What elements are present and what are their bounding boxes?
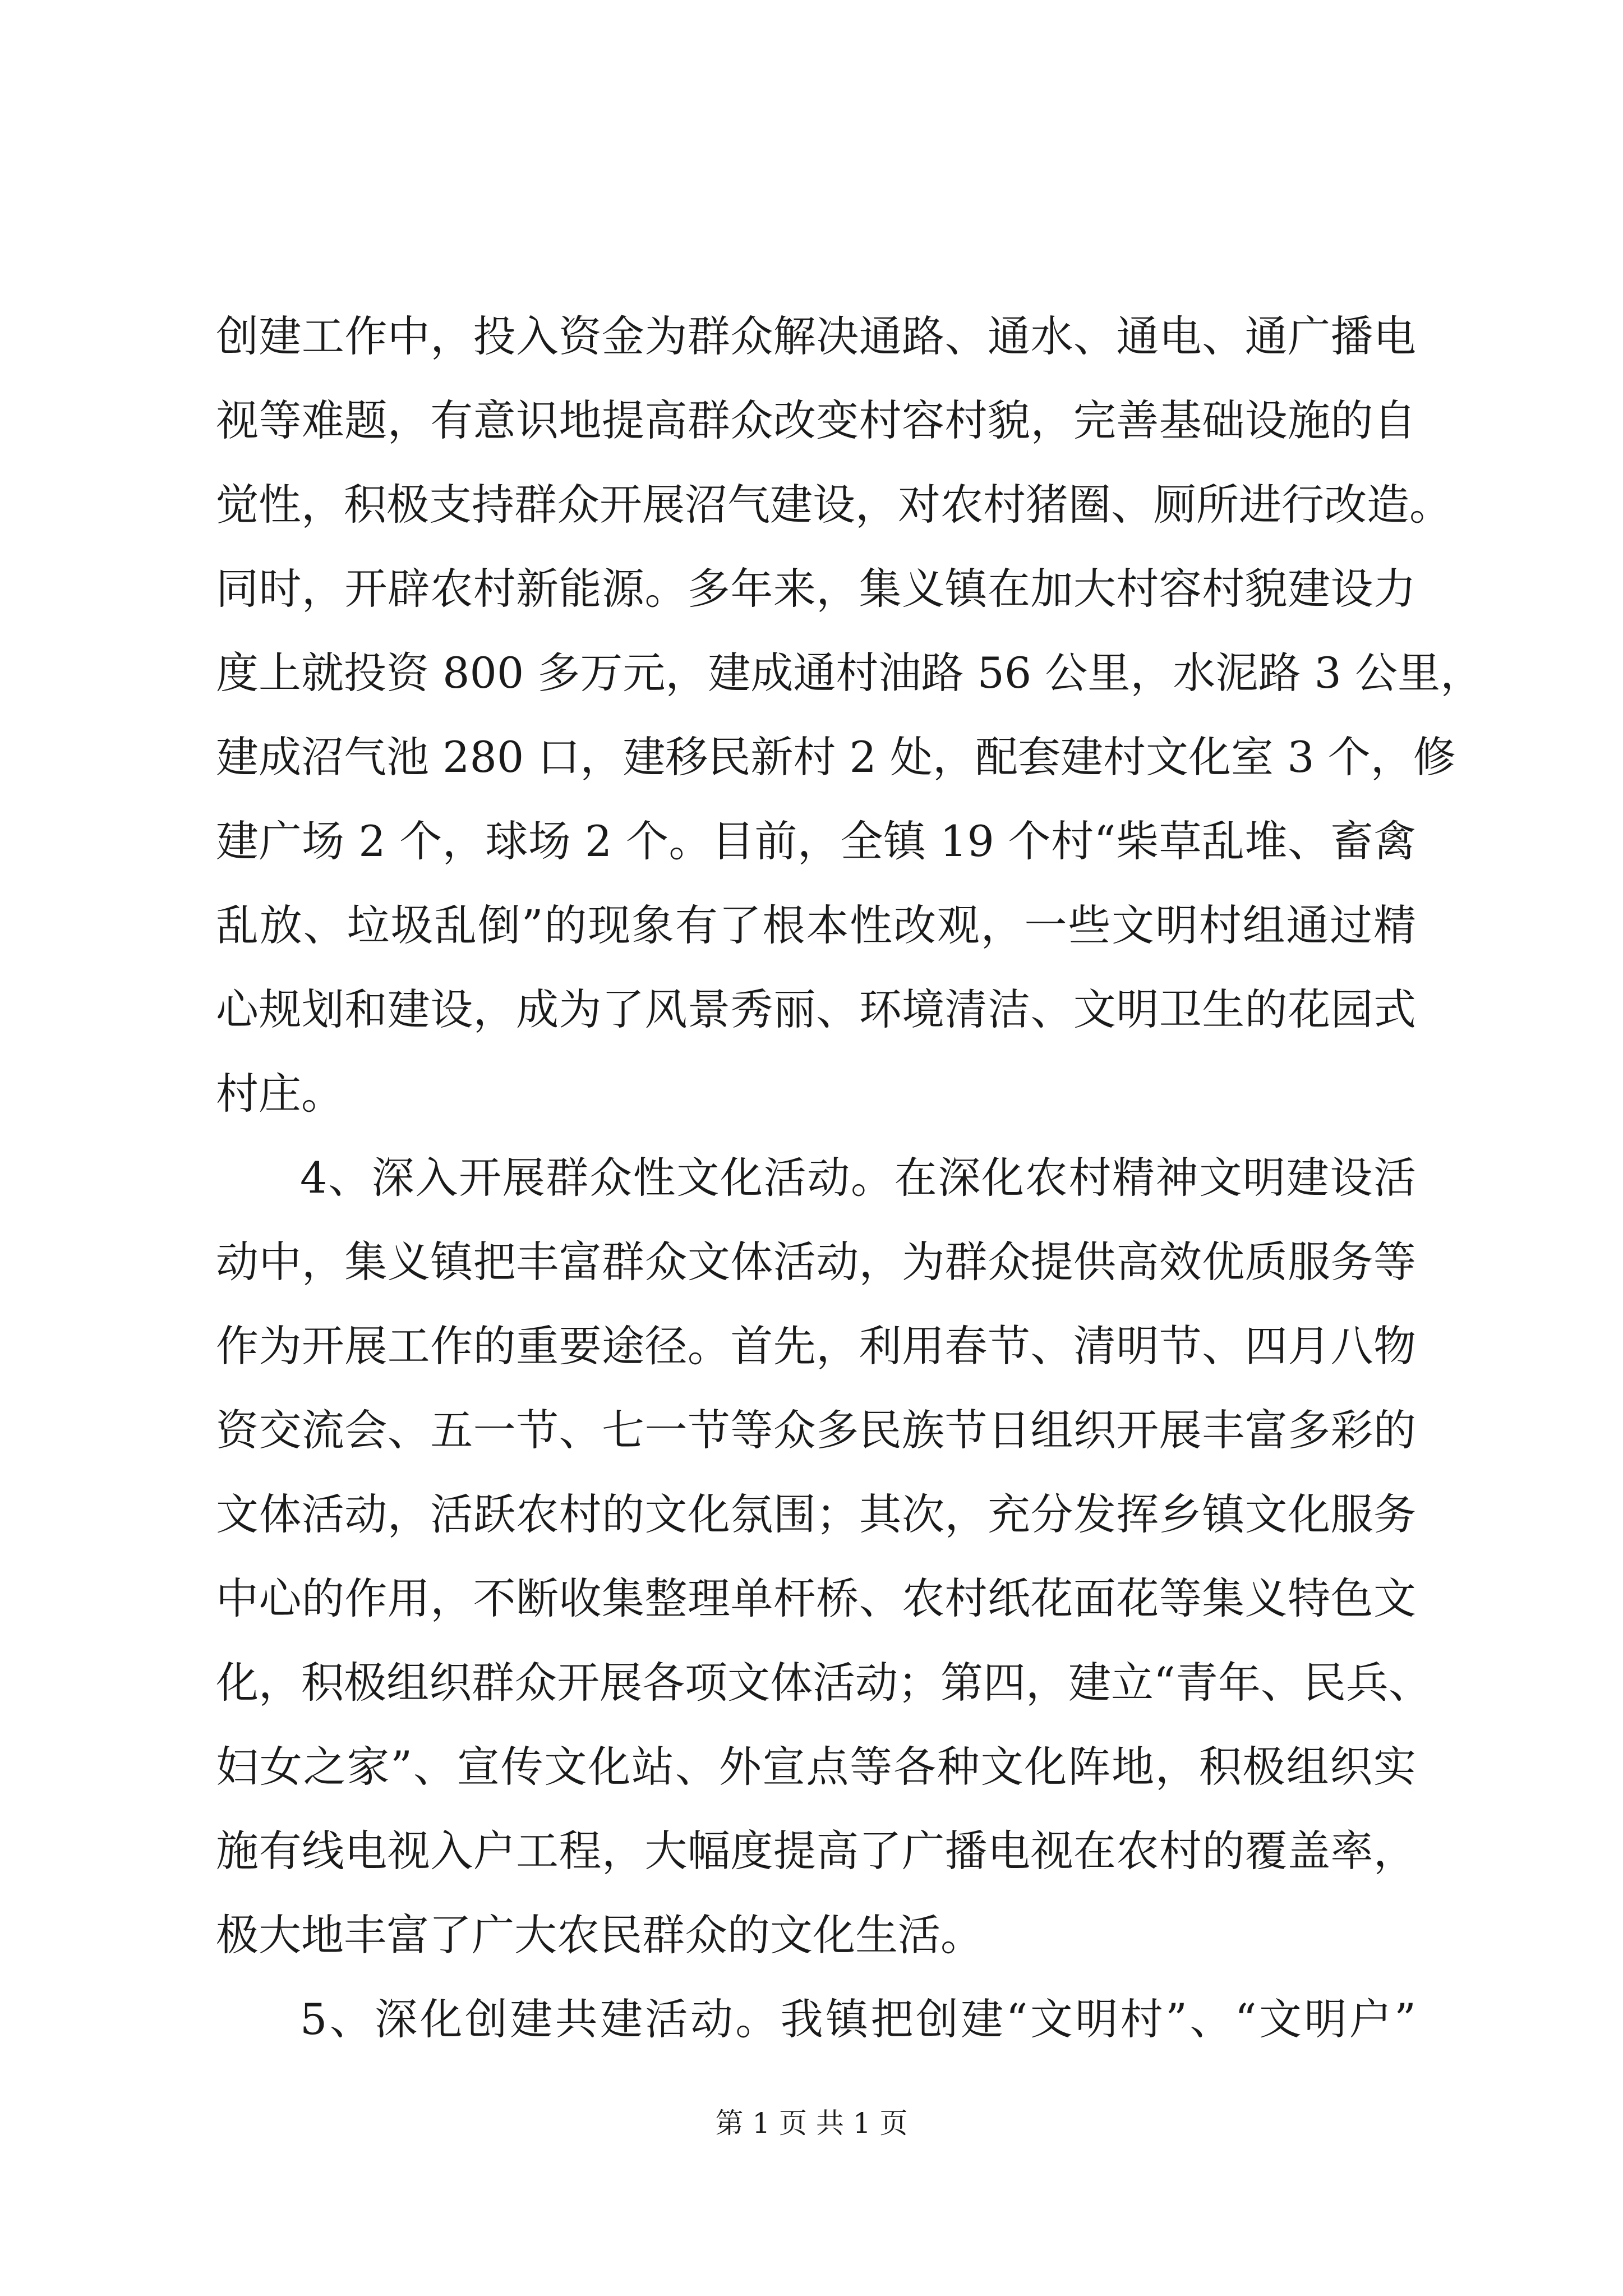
paragraph-1-line-7: 建广场 2 个，球场 2 个。目前，全镇 19 个村“柴草乱堆、畜禽 <box>216 816 1416 866</box>
paragraph-1-line-5: 度上就投资 800 多万元，建成通村油路 56 公里，水泥路 3 公里， <box>216 648 1483 698</box>
page-footer: 第 1 页 共 1 页 <box>715 2107 908 2139</box>
paragraph-2-line-4: 资交流会、五一节、七一节等众多民族节日组织开展丰富多彩的 <box>216 1405 1416 1455</box>
paragraph-1-line-1: 创建工作中，投入资金为群众解决通路、通水、通电、通广播电 <box>216 311 1416 361</box>
paragraph-1-line-4: 同时，开辟农村新能源。多年来，集义镇在加大村容村貌建设力 <box>216 564 1416 614</box>
paragraph-3-line-1: 5、深化创建共建活动。我镇把创建“文明村”、“文明户” <box>300 1994 1416 2044</box>
paragraph-2-line-7: 化，积极组织群众开展各项文体活动；第四，建立“青年、民兵、 <box>216 1658 1431 1708</box>
paragraph-2-line-9: 施有线电视入户工程，大幅度提高了广播电视在农村的覆盖率， <box>216 1826 1416 1876</box>
paragraph-1-line-9: 心规划和建设，成为了风景秀丽、环境清洁、文明卫生的花园式 <box>216 984 1416 1034</box>
paragraph-2-line-2: 动中，集义镇把丰富群众文体活动，为群众提供高效优质服务等 <box>216 1237 1416 1287</box>
paragraph-2-line-8: 妇女之家”、宣传文化站、外宣点等各种文化阵地，积极组织实 <box>216 1742 1416 1792</box>
paragraph-1-line-2: 视等难题，有意识地提高群众改变村容村貌，完善基础设施的自 <box>216 395 1416 445</box>
paragraph-2-line-1: 4、深入开展群众性文化活动。在深化农村精神文明建设活 <box>300 1153 1416 1203</box>
paragraph-2-line-10: 极大地丰富了广大农民群众的文化生活。 <box>216 1910 983 1960</box>
paragraph-1-line-6: 建成沼气池 280 口，建移民新村 2 处，配套建村文化室 3 个，修 <box>216 732 1456 782</box>
paragraph-1-line-10: 村庄。 <box>216 1069 344 1119</box>
paragraph-2-line-5: 文体活动，活跃农村的文化氛围；其次，充分发挥乡镇文化服务 <box>216 1489 1416 1539</box>
paragraph-2-line-3: 作为开展工作的重要途径。首先，利用春节、清明节、四月八物 <box>216 1321 1416 1371</box>
paragraph-2-line-6: 中心的作用，不断收集整理单杆桥、农村纸花面花等集义特色文 <box>216 1573 1416 1623</box>
paragraph-1-line-8: 乱放、垃圾乱倒”的现象有了根本性改观，一些文明村组通过精 <box>216 900 1416 950</box>
paragraph-1-line-3: 觉性，积极支持群众开展沼气建设，对农村猪圈、厕所进行改造。 <box>216 480 1452 530</box>
